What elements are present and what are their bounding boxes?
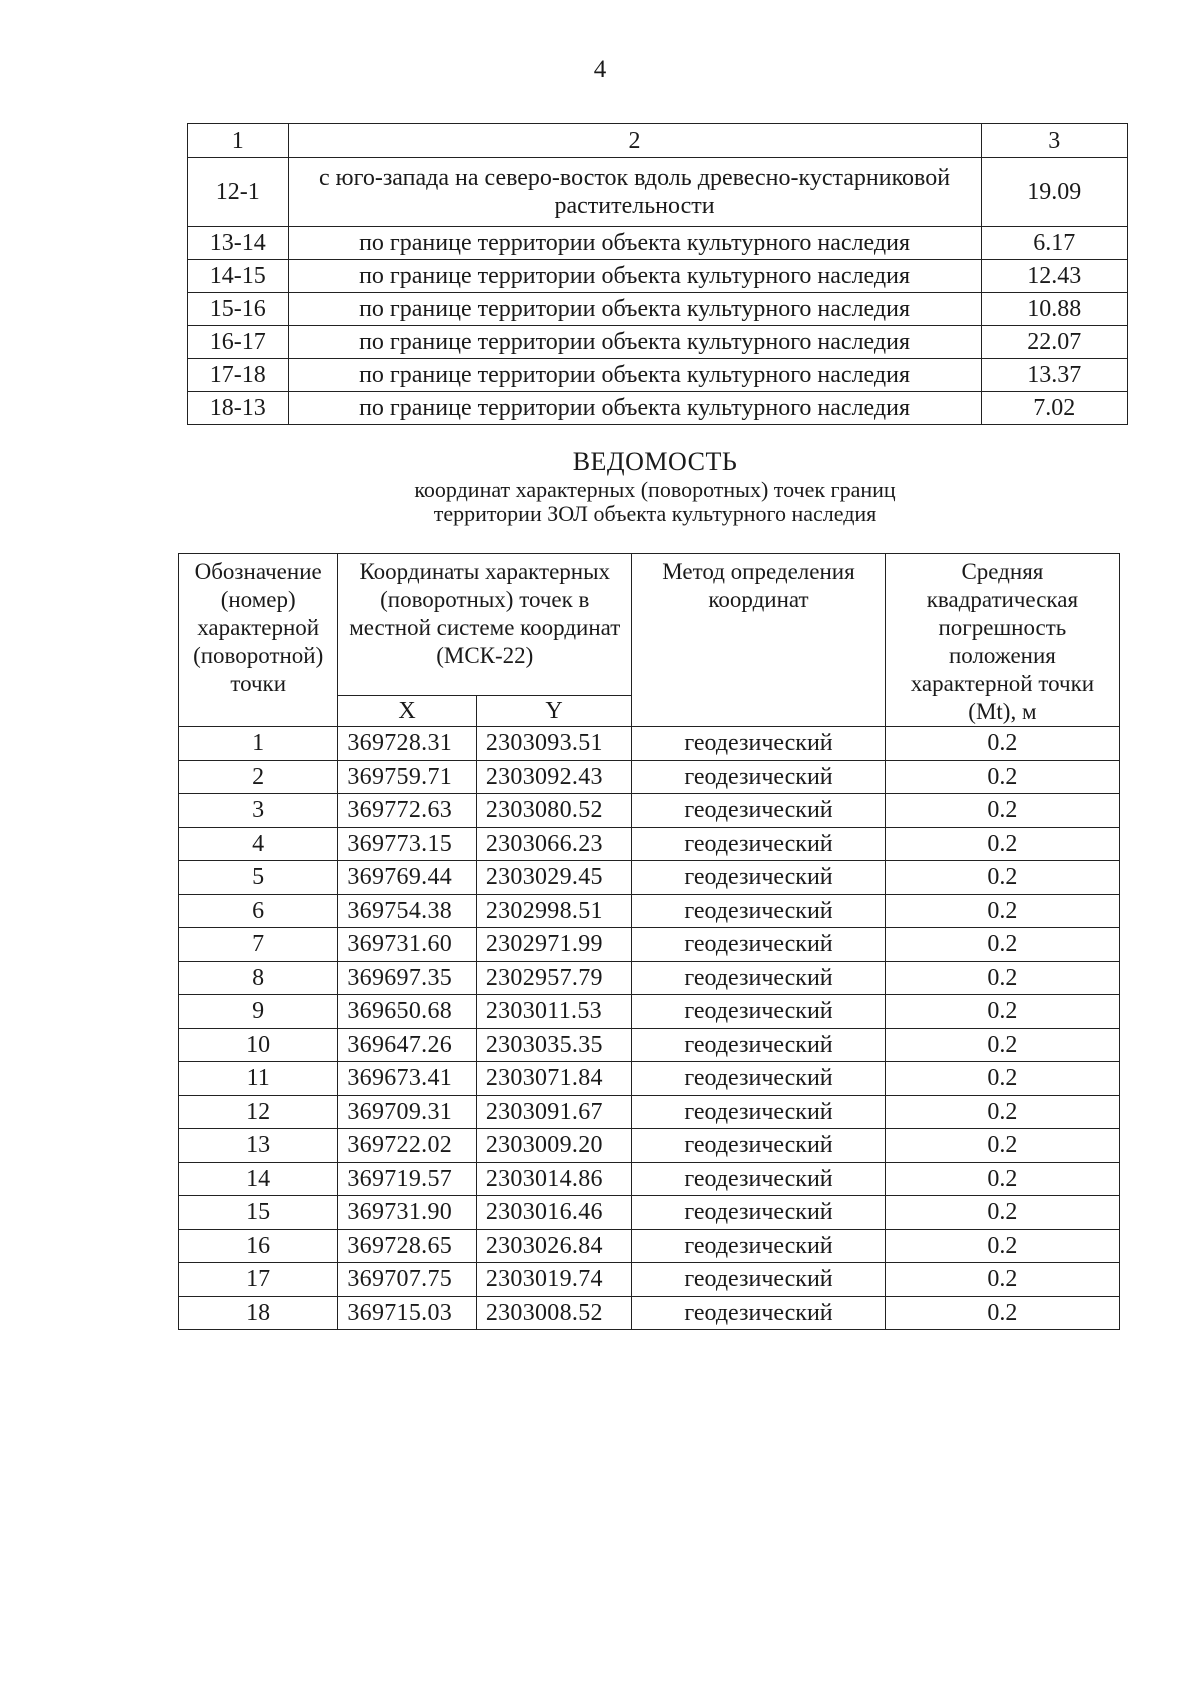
segment-length: 19.09 xyxy=(981,158,1128,227)
segment-id: 16-17 xyxy=(188,326,289,359)
segments-header-col3: 3 xyxy=(981,124,1128,158)
coord-x: 369647.26 xyxy=(338,1028,476,1062)
coord-y: 2303066.23 xyxy=(476,827,631,861)
coord-x: 369754.38 xyxy=(338,894,476,928)
table-row xyxy=(179,894,1120,928)
segment-id: 17-18 xyxy=(188,359,289,392)
coord-x: 369728.65 xyxy=(338,1229,476,1263)
table-row xyxy=(179,1196,1120,1230)
coord-x: 369731.90 xyxy=(338,1196,476,1230)
error-value: 0.2 xyxy=(885,1296,1119,1330)
coord-x: 369731.60 xyxy=(338,928,476,962)
table-row xyxy=(179,1062,1120,1096)
point-number: 13 xyxy=(179,1129,338,1163)
table-row xyxy=(179,827,1120,861)
table-row xyxy=(188,326,1128,359)
segments-header-row xyxy=(188,124,1128,158)
header-error: Средняя квадратическая погрешность положения характерной точки (Mt), м xyxy=(885,554,1119,727)
point-number: 12 xyxy=(179,1095,338,1129)
point-number: 15 xyxy=(179,1196,338,1230)
table-row xyxy=(179,1296,1120,1330)
table-row xyxy=(188,359,1128,392)
header-x: X xyxy=(338,696,476,727)
coord-y: 2303071.84 xyxy=(476,1062,631,1096)
table-row xyxy=(179,995,1120,1029)
coord-x: 369709.31 xyxy=(338,1095,476,1129)
coord-y: 2303035.35 xyxy=(476,1028,631,1062)
point-number: 1 xyxy=(179,727,338,761)
point-number: 11 xyxy=(179,1062,338,1096)
error-value: 0.2 xyxy=(885,727,1119,761)
coord-y: 2303092.43 xyxy=(476,760,631,794)
statement-subtitle-line1: координат характерных (поворотных) точек границ xyxy=(414,477,896,502)
coord-y: 2303011.53 xyxy=(476,995,631,1029)
segment-description: по границе территории объекта культурного наследия xyxy=(288,227,981,260)
error-value: 0.2 xyxy=(885,1095,1119,1129)
point-number: 18 xyxy=(179,1296,338,1330)
segment-id: 14-15 xyxy=(188,260,289,293)
segment-description: по границе территории объекта культурного наследия xyxy=(288,326,981,359)
segment-length: 22.07 xyxy=(981,326,1128,359)
point-number: 6 xyxy=(179,894,338,928)
method-value: геодезический xyxy=(632,760,886,794)
coord-x: 369773.15 xyxy=(338,827,476,861)
table-row xyxy=(188,293,1128,326)
segments-header-col1: 1 xyxy=(188,124,289,158)
error-value: 0.2 xyxy=(885,1129,1119,1163)
table-row xyxy=(188,392,1128,425)
segment-description: по границе территории объекта культурного наследия xyxy=(288,359,981,392)
error-value: 0.2 xyxy=(885,1229,1119,1263)
method-value: геодезический xyxy=(632,1028,886,1062)
error-value: 0.2 xyxy=(885,1062,1119,1096)
coord-y: 2303080.52 xyxy=(476,794,631,828)
coord-x: 369673.41 xyxy=(338,1062,476,1096)
header-y: Y xyxy=(476,696,631,727)
table-row xyxy=(179,1129,1120,1163)
table-row xyxy=(188,260,1128,293)
segment-id: 15-16 xyxy=(188,293,289,326)
segment-description: с юго-запада на северо-восток вдоль древесно-кустарниковой растительности xyxy=(288,158,981,227)
method-value: геодезический xyxy=(632,1129,886,1163)
coord-y: 2303026.84 xyxy=(476,1229,631,1263)
coord-x: 369707.75 xyxy=(338,1263,476,1297)
table-row xyxy=(179,1162,1120,1196)
coord-y: 2303029.45 xyxy=(476,861,631,895)
segment-id: 13-14 xyxy=(188,227,289,260)
point-number: 16 xyxy=(179,1229,338,1263)
method-value: геодезический xyxy=(632,1162,886,1196)
coord-y: 2302998.51 xyxy=(476,894,631,928)
segment-description: по границе территории объекта культурного наследия xyxy=(288,293,981,326)
segment-description: по границе территории объекта культурного наследия xyxy=(288,392,981,425)
statement-subtitle-line2: территории ЗОЛ объекта культурного наследия xyxy=(433,501,877,526)
point-number: 4 xyxy=(179,827,338,861)
coord-x: 369719.57 xyxy=(338,1162,476,1196)
table-row xyxy=(179,794,1120,828)
point-number: 14 xyxy=(179,1162,338,1196)
coord-x: 369759.71 xyxy=(338,760,476,794)
error-value: 0.2 xyxy=(885,1263,1119,1297)
table-row xyxy=(179,760,1120,794)
coordinates-table xyxy=(178,553,1120,1330)
table-row xyxy=(188,158,1128,227)
error-value: 0.2 xyxy=(885,961,1119,995)
coord-y: 2303019.74 xyxy=(476,1263,631,1297)
segment-length: 10.88 xyxy=(981,293,1128,326)
method-value: геодезический xyxy=(632,1196,886,1230)
table-row xyxy=(188,227,1128,260)
table-row xyxy=(179,1263,1120,1297)
coord-y: 2303016.46 xyxy=(476,1196,631,1230)
table-row xyxy=(179,928,1120,962)
coord-y: 2303014.86 xyxy=(476,1162,631,1196)
method-value: геодезический xyxy=(632,861,886,895)
point-number: 2 xyxy=(179,760,338,794)
coord-y: 2303009.20 xyxy=(476,1129,631,1163)
coord-x: 369697.35 xyxy=(338,961,476,995)
error-value: 0.2 xyxy=(885,1162,1119,1196)
point-number: 8 xyxy=(179,961,338,995)
header-coordinates: Координаты характерных (поворотных) точек в местной системе координат (МСК-22) xyxy=(338,554,632,696)
segment-length: 6.17 xyxy=(981,227,1128,260)
statement-title: ВЕДОМОСТЬ xyxy=(572,447,738,476)
error-value: 0.2 xyxy=(885,928,1119,962)
table-row xyxy=(179,1095,1120,1129)
coord-x: 369715.03 xyxy=(338,1296,476,1330)
header-point-designation: Обозначение (номер) характерной (поворотной) точки xyxy=(179,554,338,727)
coord-x: 369769.44 xyxy=(338,861,476,895)
coord-x: 369650.68 xyxy=(338,995,476,1029)
header-method: Метод определения координат xyxy=(632,554,886,727)
coord-y: 2303093.51 xyxy=(476,727,631,761)
coord-x: 369728.31 xyxy=(338,727,476,761)
method-value: геодезический xyxy=(632,961,886,995)
error-value: 0.2 xyxy=(885,827,1119,861)
table-row xyxy=(179,727,1120,761)
coord-y: 2303091.67 xyxy=(476,1095,631,1129)
error-value: 0.2 xyxy=(885,861,1119,895)
method-value: геодезический xyxy=(632,794,886,828)
segment-length: 12.43 xyxy=(981,260,1128,293)
coord-y: 2302971.99 xyxy=(476,928,631,962)
coordinates-header-row xyxy=(179,554,1120,696)
point-number: 10 xyxy=(179,1028,338,1062)
coord-y: 2303008.52 xyxy=(476,1296,631,1330)
segments-table xyxy=(187,123,1128,425)
segment-id: 12-1 xyxy=(188,158,289,227)
point-number: 17 xyxy=(179,1263,338,1297)
coord-x: 369722.02 xyxy=(338,1129,476,1163)
point-number: 3 xyxy=(179,794,338,828)
table-row xyxy=(179,1028,1120,1062)
method-value: геодезический xyxy=(632,1229,886,1263)
method-value: геодезический xyxy=(632,928,886,962)
error-value: 0.2 xyxy=(885,1028,1119,1062)
method-value: геодезический xyxy=(632,1296,886,1330)
table-row xyxy=(179,1229,1120,1263)
error-value: 0.2 xyxy=(885,995,1119,1029)
segment-length: 7.02 xyxy=(981,392,1128,425)
method-value: геодезический xyxy=(632,894,886,928)
method-value: геодезический xyxy=(632,727,886,761)
method-value: геодезический xyxy=(632,1062,886,1096)
error-value: 0.2 xyxy=(885,794,1119,828)
segments-header-col2: 2 xyxy=(288,124,981,158)
segment-id: 18-13 xyxy=(188,392,289,425)
method-value: геодезический xyxy=(632,1095,886,1129)
method-value: геодезический xyxy=(632,995,886,1029)
coord-x: 369772.63 xyxy=(338,794,476,828)
error-value: 0.2 xyxy=(885,1196,1119,1230)
segment-description: по границе территории объекта культурного наследия xyxy=(288,260,981,293)
point-number: 5 xyxy=(179,861,338,895)
error-value: 0.2 xyxy=(885,894,1119,928)
method-value: геодезический xyxy=(632,1263,886,1297)
point-number: 9 xyxy=(179,995,338,1029)
error-value: 0.2 xyxy=(885,760,1119,794)
method-value: геодезический xyxy=(632,827,886,861)
table-row xyxy=(179,861,1120,895)
page-number: 4 xyxy=(593,56,607,83)
point-number: 7 xyxy=(179,928,338,962)
segment-length: 13.37 xyxy=(981,359,1128,392)
table-row xyxy=(179,961,1120,995)
coord-y: 2302957.79 xyxy=(476,961,631,995)
